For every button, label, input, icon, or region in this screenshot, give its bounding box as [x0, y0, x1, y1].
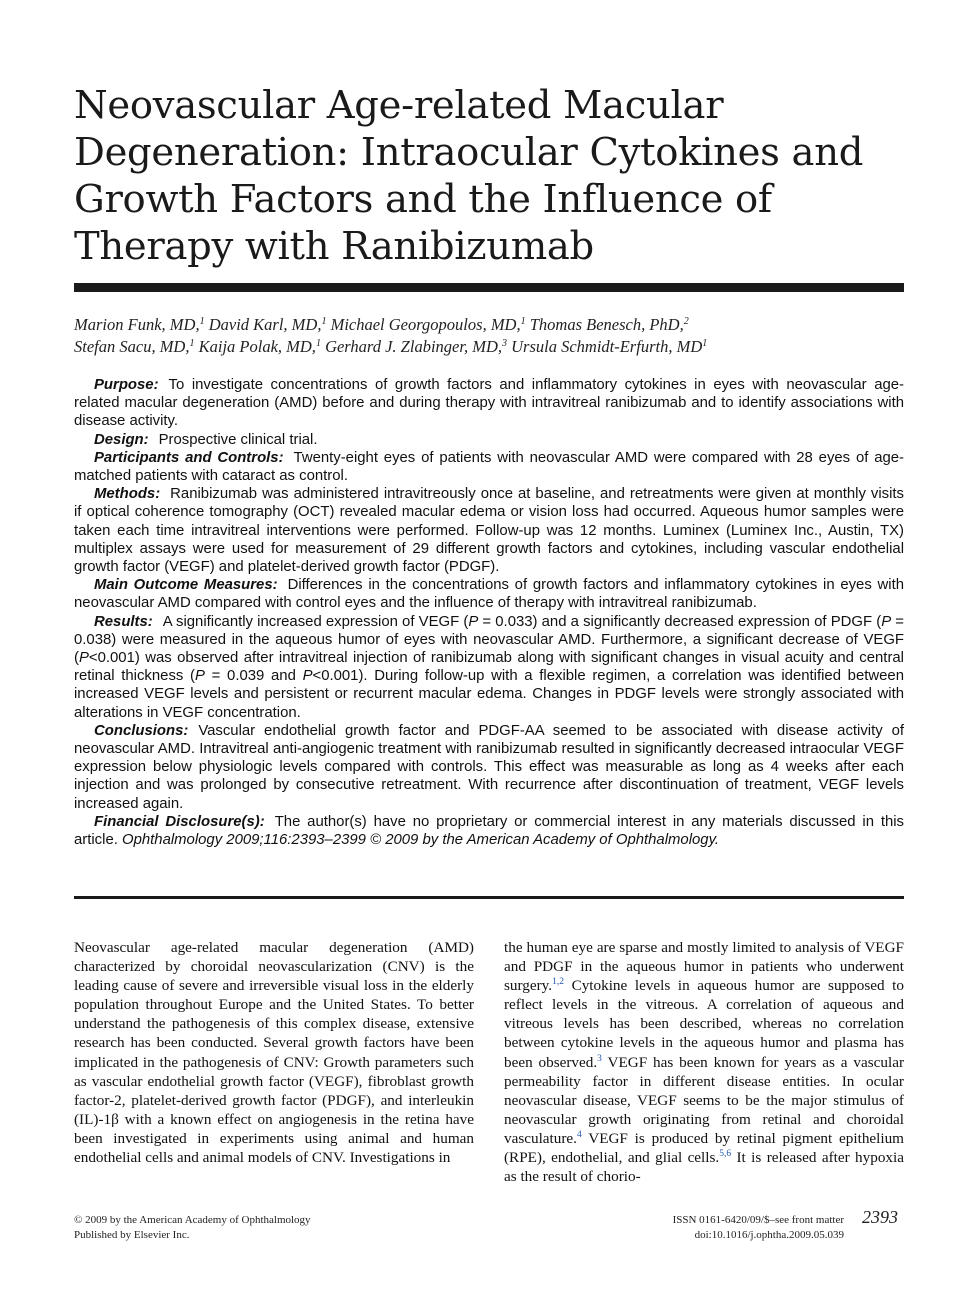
section-heading: Financial Disclosure(s): — [94, 813, 265, 830]
section-heading: Design: — [94, 431, 149, 448]
author-name: Ursula Schmidt-Erfurth, MD — [511, 337, 703, 356]
affiliation-marker: 1 — [321, 316, 327, 327]
section-text: To investigate concentrations of growth factors and inflammatory cytokines in eyes with neovascular age-related macular degeneration (AMD) before and during therapy with intravitreal ranibizumab and to identify associations with disease activity. — [74, 377, 904, 430]
section-text: Ranibizumab was administered intravitreously once at baseline, and retreatments were given at monthly visits if optical coherence tomography (OCT) revealed macular edema or vision loss had occurred. Aqueous humor samples were taken each time intravitreal interventions were performed. Follow-up was 12 months. Luminex (Luminex Inc., Austin, TX) multiplex assays were used for measurement of 29 different growth factors and cytokines, including vascular endothelial growth factor (VEGF) and platelet-derived growth factor (PDGF). — [74, 486, 904, 576]
section-text: Differences in the concentrations of growth factors and inflammatory cytokines in eyes with neovascular AMD compared with control eyes and the influence of therapy with intravitreal ranibizumab. — [74, 577, 904, 612]
p-value-symbol: P — [468, 613, 479, 630]
p-value-symbol: P — [78, 650, 89, 667]
author-name: Stefan Sacu, MD, — [74, 337, 190, 356]
affiliation-marker: 1 — [315, 338, 321, 349]
abstract-purpose — [74, 376, 904, 431]
reference-link[interactable]: 3 — [597, 1053, 602, 1064]
copyright-line: © 2009 by the American Academy of Ophthalmology — [74, 1214, 311, 1226]
author-name: David Karl, MD, — [208, 315, 322, 334]
section-heading: Results: — [94, 613, 153, 630]
doi-line: doi:10.1016/j.ophtha.2009.05.039 — [694, 1229, 844, 1241]
article-title: Neovascular Age-related Macular Degeneration: Intraocular Cytokines and Growth Factors and the Influence of Therapy with Ranibizumab — [74, 83, 864, 269]
author-name: Kaija Polak, MD, — [198, 337, 316, 356]
reference-link[interactable]: 5,6 — [719, 1149, 732, 1160]
affiliation-marker: 1 — [189, 338, 195, 349]
section-heading: Participants and Controls: — [94, 449, 284, 466]
title-divider — [74, 283, 904, 292]
section-text: Vascular endothelial growth factor and PDGF-AA seemed to be associated with disease activity of neovascular AMD. Intravitreal anti-angiogenic treatment with ranibizumab resulted in significantly decreased intraocular VEGF expression below physiologic levels compared with controls. This effect was measurable as long as 4 weeks after each injection and was prolonged by consecutive retreatment. With recurrence after discontinuation of treatment, VEGF levels increased again. — [74, 722, 904, 812]
affiliation-marker: 1 — [520, 316, 526, 327]
section-heading: Methods: — [94, 486, 161, 503]
abstract-results — [74, 613, 904, 722]
section-heading: Main Outcome Measures: — [94, 577, 278, 594]
section-heading: Purpose: — [94, 377, 159, 393]
abstract-disclosure — [74, 813, 904, 849]
issn-line: ISSN 0161-6420/09/$–see front matter — [672, 1214, 844, 1226]
page-number: 2393 — [862, 1207, 898, 1227]
reference-link[interactable]: 4 — [576, 1129, 582, 1140]
author-list — [74, 314, 914, 358]
p-value-symbol: P — [881, 613, 892, 630]
body-column-right: the human eye are sparse and mostly limited to analysis of VEGF and PDGF in the aqueous humor in patients who underwent surgery.$^{1,2}$ Cytokine levels in aqueous humor are supposed to reflect levels in the vitreous. A correlation of aqueous and vitreous levels has been described, whereas no correlation between cytokine levels in the aqueous humor and plasma has been observed.$^3$ VEGF has been known for years as a vascular permeability factor in different disease entities. In ocular neovascular disease, VEGF seems to be the major stimulus of neovascular growth originating from retinal and choroidal vasculature.$^4$ VEGF is produced by retinal pigment epithelium (RPE), endothelial, and glial cells.$^{5,6}$ It is released after hypoxia as the result of chorio- — [504, 939, 904, 1186]
reference-link[interactable]: 1,2 — [552, 977, 564, 988]
author-name: Marion Funk, MD, — [74, 315, 200, 334]
section-text: A significantly increased expression of VEGF (P = 0.033) and a significantly decreased expression of PDGF (P = 0.038) were measured in the aqueous humor of eyes with neovascular AMD. Furthermore, a significant decrease of VEGF (P<0.001) was observed after intravitreal injection of ranibizumab along with significant changes in visual acuity and central retinal thickness (P = 0.039 and P<0.001). During follow-up with a flexible regimen, a correlation was identified between increased VEGF levels and persistent or recurrent macular edema. Changes in PDGF levels were strongly associated with alterations in VEGF concentration. — [74, 613, 904, 721]
section-text: Twenty-eight eyes of patients with neovascular AMD were compared with 28 eyes of age-matched patients with cataract as control. — [74, 449, 905, 485]
abstract-outcome — [74, 576, 904, 612]
author-name: Thomas Benesch, PhD, — [529, 315, 684, 334]
abstract-divider — [74, 896, 904, 899]
section-heading: Conclusions: — [94, 722, 189, 739]
affiliation-marker: 1 — [702, 338, 708, 349]
author-name: Michael Georgopoulos, MD, — [330, 315, 521, 334]
section-text: The author(s) have no proprietary or commercial interest in any materials discussed in this article. — [74, 813, 904, 849]
abstract — [74, 376, 904, 849]
publisher-line: Published by Elsevier Inc. — [74, 1229, 190, 1241]
p-value-symbol: P — [302, 668, 313, 685]
affiliation-marker: 2 — [683, 316, 689, 327]
author-name: Gerhard J. Zlabinger, MD, — [325, 337, 502, 356]
abstract-conclusions — [74, 722, 904, 813]
abstract-methods — [74, 485, 904, 576]
abstract-design — [74, 431, 904, 449]
affiliation-marker: 3 — [501, 338, 507, 349]
abstract-participants — [74, 449, 904, 485]
affiliation-marker: 1 — [199, 316, 205, 327]
footer-right — [560, 1213, 844, 1243]
p-value-symbol: P — [195, 668, 205, 685]
footer-left — [74, 1213, 311, 1243]
journal-citation: Ophthalmology 2009;116:2393–2399 © 2009 by the American Academy of Ophthalmology. — [122, 832, 720, 849]
body-column-left: Neovascular age-related macular degeneration (AMD) characterized by choroidal neovascularization (CNV) is the leading cause of severe and irreversible visual loss in the elderly population throughout Europe and the United States. To better understand the pathogenesis of this complex disease, extensive research has been conducted. Several growth factors have been implicated in the pathogenesis of CNV: Growth parameters such as vascular endothelial growth factor (VEGF), fibroblast growth factor-2, platelet-derived growth factor (PDGF), and interleukin (IL)-1β with a known effect on angiogenesis in the retina have been investigated in experiments using animal and human endothelial cells and animal models of CNV. Investigations in — [74, 939, 474, 1167]
section-text: Prospective clinical trial. — [158, 431, 318, 448]
